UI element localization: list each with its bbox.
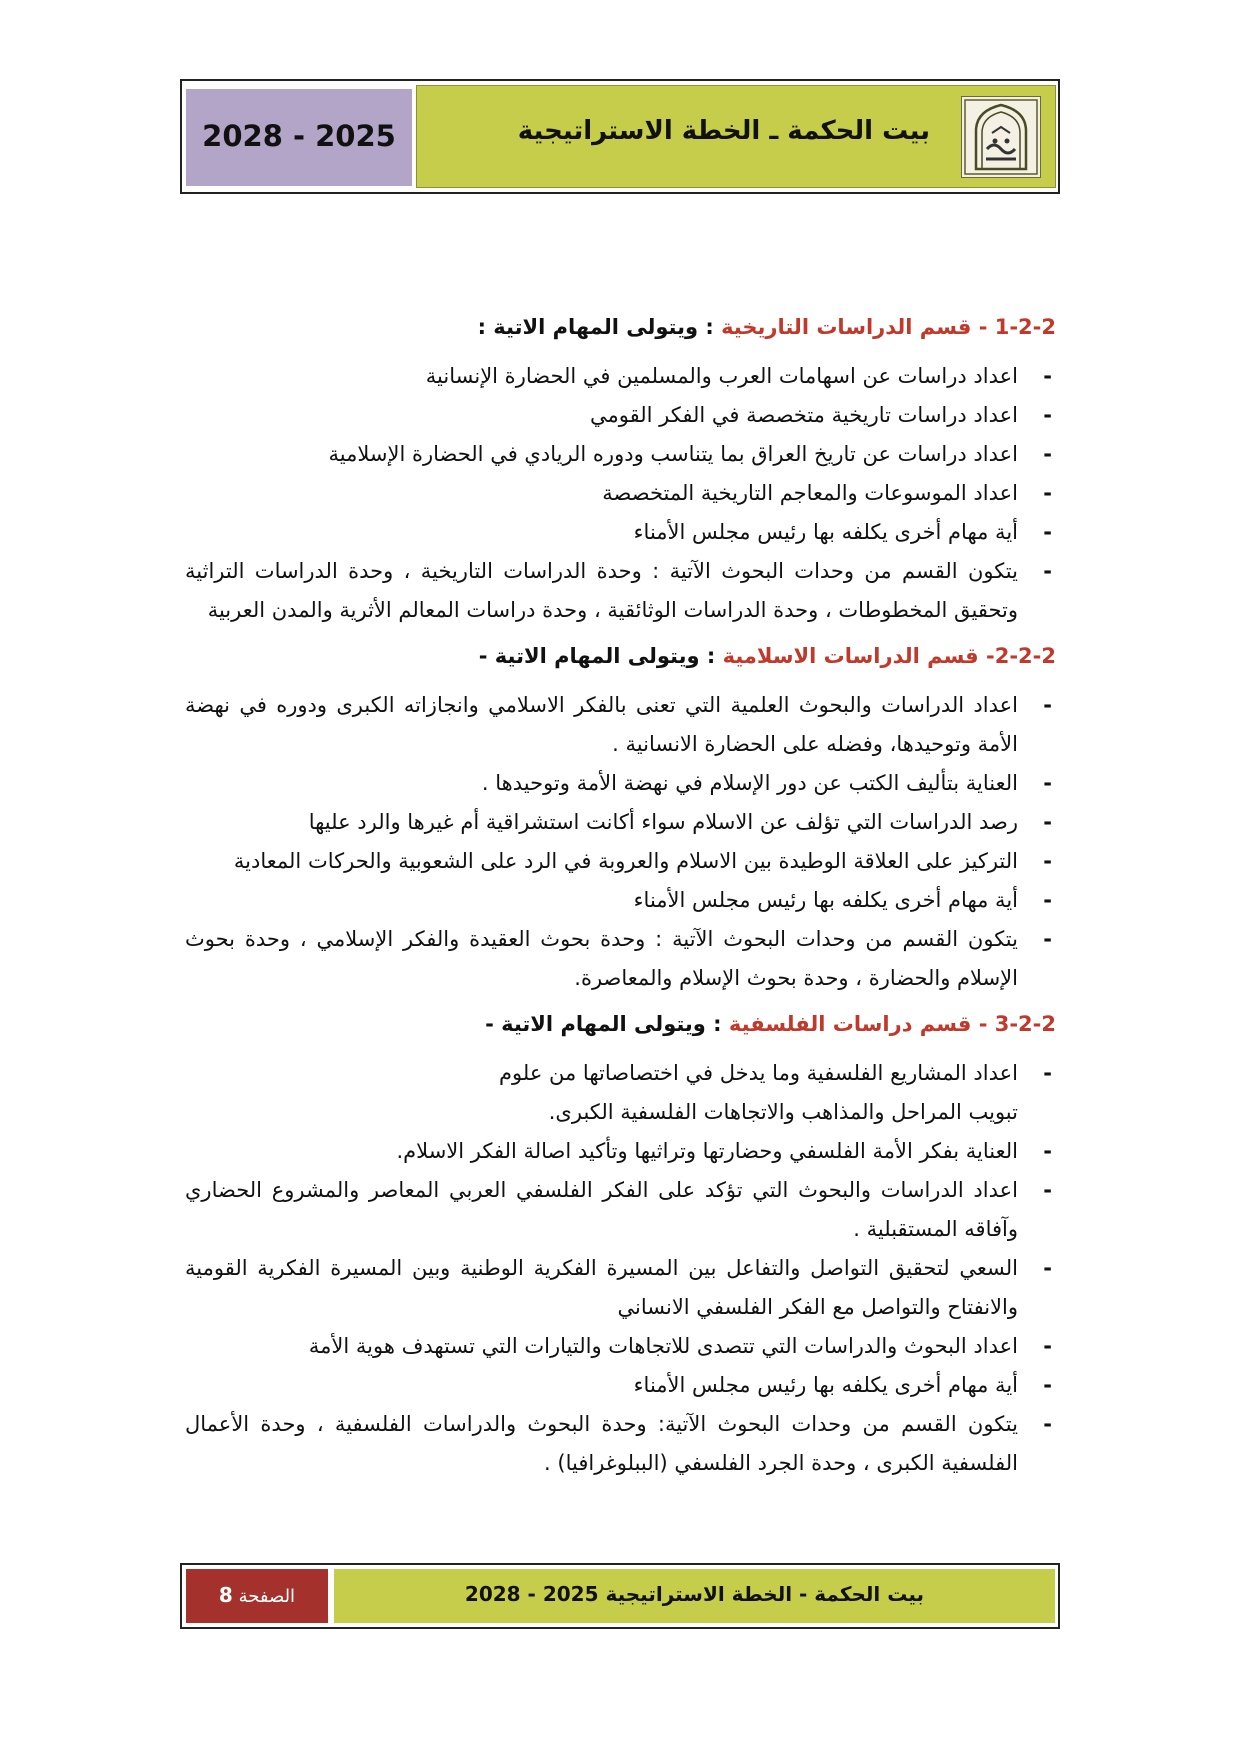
- section-number: 3-2-2 -: [978, 1012, 1056, 1036]
- section-heading-historical: [185, 315, 1056, 339]
- footer-page-panel: [186, 1569, 328, 1623]
- section-list-philosophical: [185, 1054, 1056, 1483]
- header-title-panel: [416, 85, 1056, 188]
- footer-title-panel: [334, 1569, 1055, 1623]
- list-item: - رصد الدراسات التي تؤلف عن الاسلام سواء أكانت استشراقية أم غيرها والرد عليها: [185, 803, 1056, 842]
- list-item: - السعي لتحقيق التواصل والتفاعل بين المسيرة الفكرية الوطنية وبين المسيرة الفكرية القومية والانفتاح والتواصل مع الفكر الفلسفي الانساني: [185, 1249, 1056, 1327]
- section-heading-philosophical: [185, 1012, 1056, 1036]
- list-item: - اعداد البحوث والدراسات التي تتصدى للاتجاهات والتيارات التي تستهدف هوية الأمة: [185, 1327, 1056, 1366]
- list-item: - العناية بتأليف الكتب عن دور الإسلام في نهضة الأمة وتوحيدها .: [185, 764, 1056, 803]
- footer-title: بيت الحكمة - الخطة الاستراتيجية 2025 - 2028: [464, 1582, 925, 1606]
- section-number: 2-2-2-: [986, 644, 1056, 668]
- header-years: 2028 - 2025: [202, 119, 396, 153]
- list-item: - اعداد الدراسات والبحوث التي تؤكد على الفكر الفلسفي العربي المعاصر والمشروع الحضاري وآفاقه المستقبلية .: [185, 1171, 1056, 1249]
- page-content: [185, 315, 1056, 1483]
- list-item: - أية مهام أخرى يكلفه بها رئيس مجلس الأمناء: [185, 1366, 1056, 1405]
- list-item: - يتكون القسم من وحدات البحوث الآتية : وحدة الدراسات التاريخية ، وحدة الدراسات التراثية وتحقيق المخطوطات ، وحدة الدراسات الوثائقية ، وحدة دراسات المعالم الأثرية والمدن العربية: [185, 552, 1056, 630]
- list-item: - أية مهام أخرى يكلفه بها رئيس مجلس الأمناء: [185, 513, 1056, 552]
- section-list-islamic: [185, 686, 1056, 998]
- page-number: 8: [218, 1583, 233, 1607]
- list-item: - اعداد دراسات عن اسهامات العرب والمسلمين في الحضارة الإنسانية: [185, 357, 1056, 396]
- section-number: 1-2-2 -: [978, 315, 1056, 339]
- section-name: قسم الدراسات التاريخية: [721, 315, 972, 339]
- bait-al-hikma-logo-icon: [961, 96, 1041, 178]
- list-item: - يتكون القسم من وحدات البحوث الآتية: وحدة البحوث والدراسات الفلسفية ، وحدة الأعمال الفلسفية الكبرى ، وحدة الجرد الفلسفي (الببلوغرافيا) .: [185, 1405, 1056, 1483]
- list-item: - العناية بفكر الأمة الفلسفي وحضارتها وتراثيها وتأكيد اصالة الفكر الاسلام.: [185, 1132, 1056, 1171]
- section-heading-islamic: [185, 644, 1056, 668]
- section-list-historical: [185, 357, 1056, 630]
- list-item: - يتكون القسم من وحدات البحوث الآتية : وحدة بحوث العقيدة والفكر الإسلامي ، وحدة بحوث الإسلام والحضارة ، وحدة بحوث الإسلام والمعاصرة.: [185, 920, 1056, 998]
- list-item: - اعداد المشاريع الفلسفية وما يدخل في اختصاصاتها من علوم تبويب المراحل والمذاهب والاتجاهات الفلسفية الكبرى.: [185, 1054, 1056, 1132]
- list-item: - اعداد دراسات عن تاريخ العراق بما يتناسب ودوره الريادي في الحضارة الإسلامية: [185, 435, 1056, 474]
- section-name: قسم دراسات الفلسفية: [728, 1012, 972, 1036]
- list-item: - أية مهام أخرى يكلفه بها رئيس مجلس الأمناء: [185, 881, 1056, 920]
- list-item: - اعداد دراسات تاريخية متخصصة في الفكر القومي: [185, 396, 1056, 435]
- header-title: بيت الحكمة ـ الخطة الاستراتيجية: [517, 116, 930, 146]
- page-footer: [180, 1563, 1060, 1629]
- page-number-label: [186, 1583, 328, 1607]
- list-item: - اعداد الدراسات والبحوث العلمية التي تعنى بالفكر الاسلامي وانجازاته الكبرى ودوره في نهضة الأمة وتوحيدها، وفضله على الحضارة الانسانية .: [185, 686, 1056, 764]
- list-item: - التركيز على العلاقة الوطيدة بين الاسلام والعروبة في الرد على الشعوبية والحركات المعادية: [185, 842, 1056, 881]
- section-subtitle: : ويتولى المهام الاتية -: [478, 644, 716, 668]
- section-subtitle: : ويتولى المهام الاتية :: [477, 315, 714, 339]
- page-header: [180, 79, 1060, 194]
- header-years-panel: [186, 89, 412, 186]
- section-subtitle: : ويتولى المهام الاتية -: [485, 1012, 722, 1036]
- section-name: قسم الدراسات الاسلامية: [722, 644, 979, 668]
- page-label: الصفحة: [238, 1586, 296, 1607]
- list-item: - اعداد الموسوعات والمعاجم التاريخية المتخصصة: [185, 474, 1056, 513]
